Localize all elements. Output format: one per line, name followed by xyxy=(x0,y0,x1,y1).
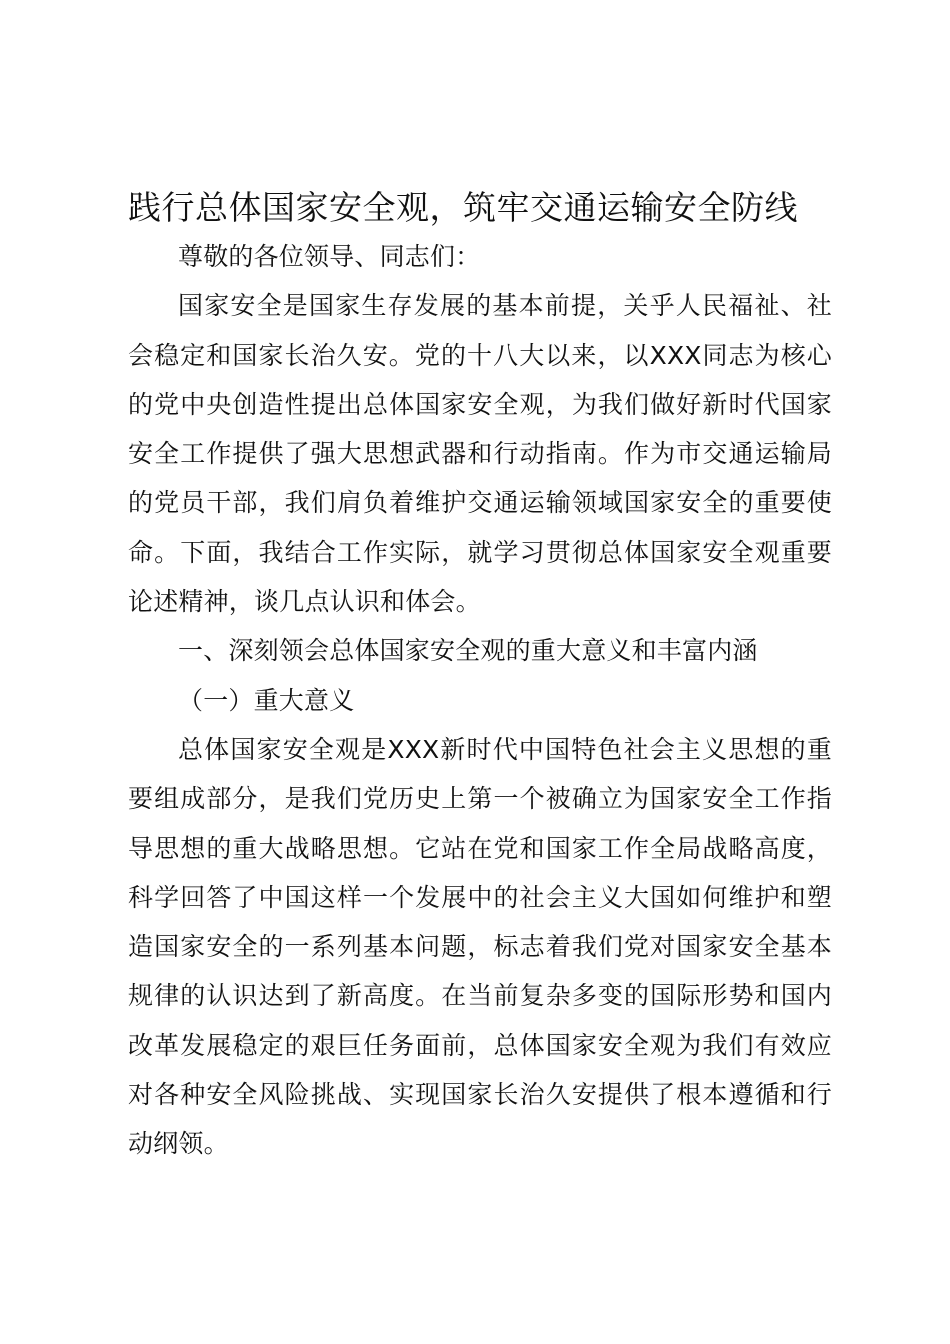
document-title: 践行总体国家安全观，筑牢交通运输安全防线 xyxy=(128,188,798,227)
intro-paragraph: 国家安全是国家生存发展的基本前提，关乎人民福祉、社会稳定和国家长治久安。党的十八大以来，以XXX同志为核心的党中央创造性提出总体国家安全观，为我们做好新时代国家安全工作提供了强大思想武器和行动指南。作为市交通运输局的党员干部，我们肩负着维护交通运输领域国家安全的重要使命。下面，我结合工作实际，就学习贯彻总体国家安全观重要论述精神，谈几点认识和体会。 xyxy=(128,291,832,617)
document-body xyxy=(128,232,832,1169)
subsection-heading: （一）重大意义 xyxy=(178,685,355,715)
significance-paragraph: 总体国家安全观是XXX新时代中国特色社会主义思想的重要组成部分，是我们党历史上第一个被确立为国家安全工作指导思想的重大战略思想。它站在党和国家工作全局战略高度，科学回答了中国这样一个发展中的社会主义大国如何维护和塑造国家安全的一系列基本问题，标志着我们党对国家安全基本规律的认识达到了新高度。在当前复杂多变的国际形势和国内改革发展稳定的艰巨任务面前，总体国家安全观为我们有效应对各种安全风险挑战、实现国家长治久安提供了根本遵循和行动纲领。 xyxy=(128,734,832,1159)
salutation-paragraph: 尊敬的各位领导、同志们： xyxy=(178,242,481,271)
section-heading: 一、深刻领会总体国家安全观的重大意义和丰富内涵 xyxy=(178,636,758,666)
